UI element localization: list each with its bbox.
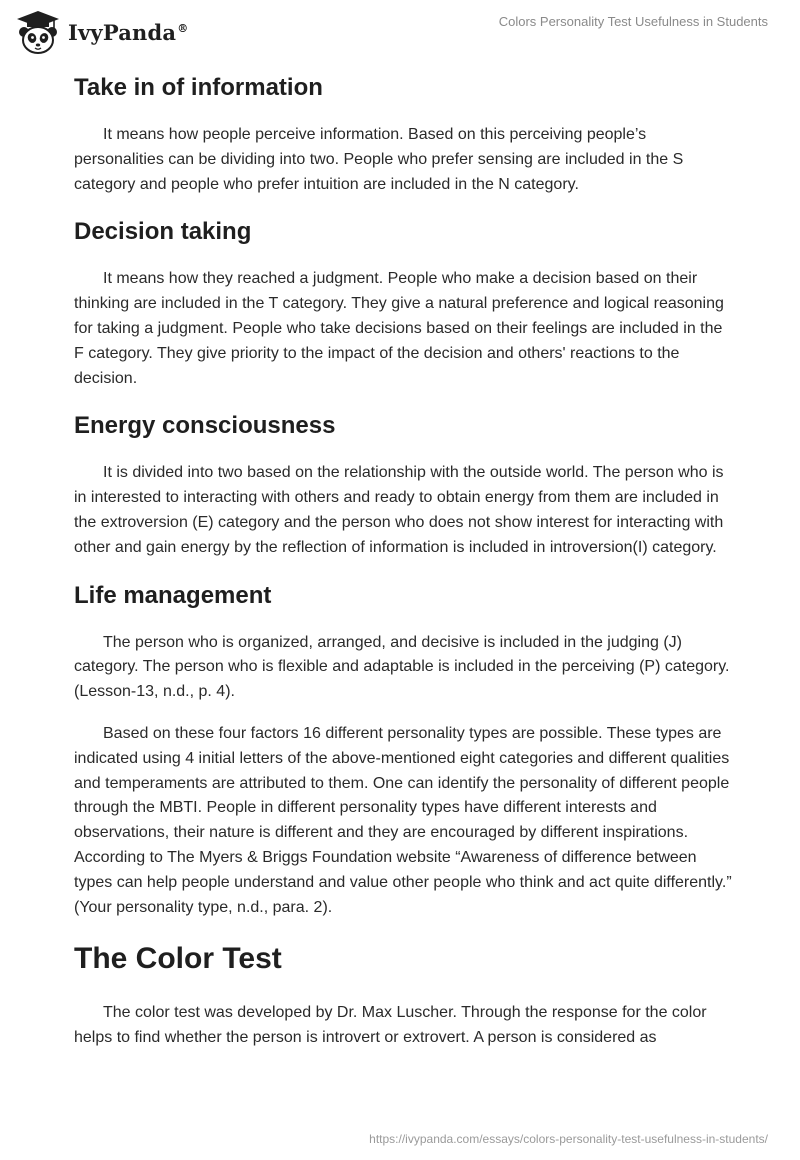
section-heading-life-management: Life management bbox=[74, 581, 272, 609]
paragraph-life-management: The person who is organized, arranged, and decisive is included in the judging (J) category. The person who is flexible and adaptable is included in the perceiving (P) category. (Lesson-13, n.d., p. 4). bbox=[74, 633, 730, 701]
brand-name: IvyPanda® bbox=[68, 19, 189, 45]
section-heading-decision-taking: Decision taking bbox=[74, 218, 252, 246]
document-title: Colors Personality Test Usefulness in Students bbox=[498, 14, 768, 29]
section-heading-take-in-information: Take in of information bbox=[74, 74, 323, 101]
paragraph-take-in-information: It means how people perceive information. Based on this perceiving people’s personalities can be dividing into two. People who prefer sensing are included in the S category and people who prefer intuition are included in the N category. bbox=[74, 126, 684, 193]
source-url[interactable]: https://ivypanda.com/essays/colors-personality-test-usefulness-in-students/ bbox=[369, 1132, 768, 1146]
paragraph-personality-types: Based on these four factors 16 different personality types are possible. These types are indicated using 4 initial letters of the above-mentioned eight categories and different qualities and temperaments are attributed to them. One can identify the personality of different people through the MBTI. People in different personality types have different interests and observations, their nature is different and they are encouraged by different inspirations. According to The Myers & Briggs Foundation website “Awareness of difference between types can help people understand and value other people who think and act quite differently.” (Your personality type, n.d., para. 2). bbox=[74, 724, 732, 916]
registered-mark: ® bbox=[177, 21, 189, 35]
article-content bbox=[74, 70, 734, 1051]
paragraph-decision-taking: It means how they reached a judgment. People who make a decision based on their thinking are included in the T category. They give a natural preference and logical reasoning for taking a judgment. People who take decisions based on their feelings are included in the F category. They give priority to the impact of the decision and others' reactions to the decision. bbox=[74, 270, 724, 387]
section-heading-energy-consciousness: Energy consciousness bbox=[74, 412, 336, 440]
paragraph-color-test: The color test was developed by Dr. Max Luscher. Through the response for the color helps to find whether the person is introvert or extrovert. A person is considered as bbox=[74, 1004, 707, 1047]
panda-graduate-icon bbox=[14, 8, 62, 56]
ivypanda-logo[interactable] bbox=[14, 8, 188, 56]
page-header bbox=[0, 0, 800, 64]
paragraph-energy-consciousness: It is divided into two based on the relationship with the outside world. The person who is in interested to interacting with others and ready to obtain energy from them are included in the extroversion (E) category and the person who does not show interest for interacting with other and gain energy by the reflection of information is included in introversion(I) category. bbox=[74, 464, 724, 556]
section-heading-color-test: The Color Test bbox=[74, 942, 282, 976]
